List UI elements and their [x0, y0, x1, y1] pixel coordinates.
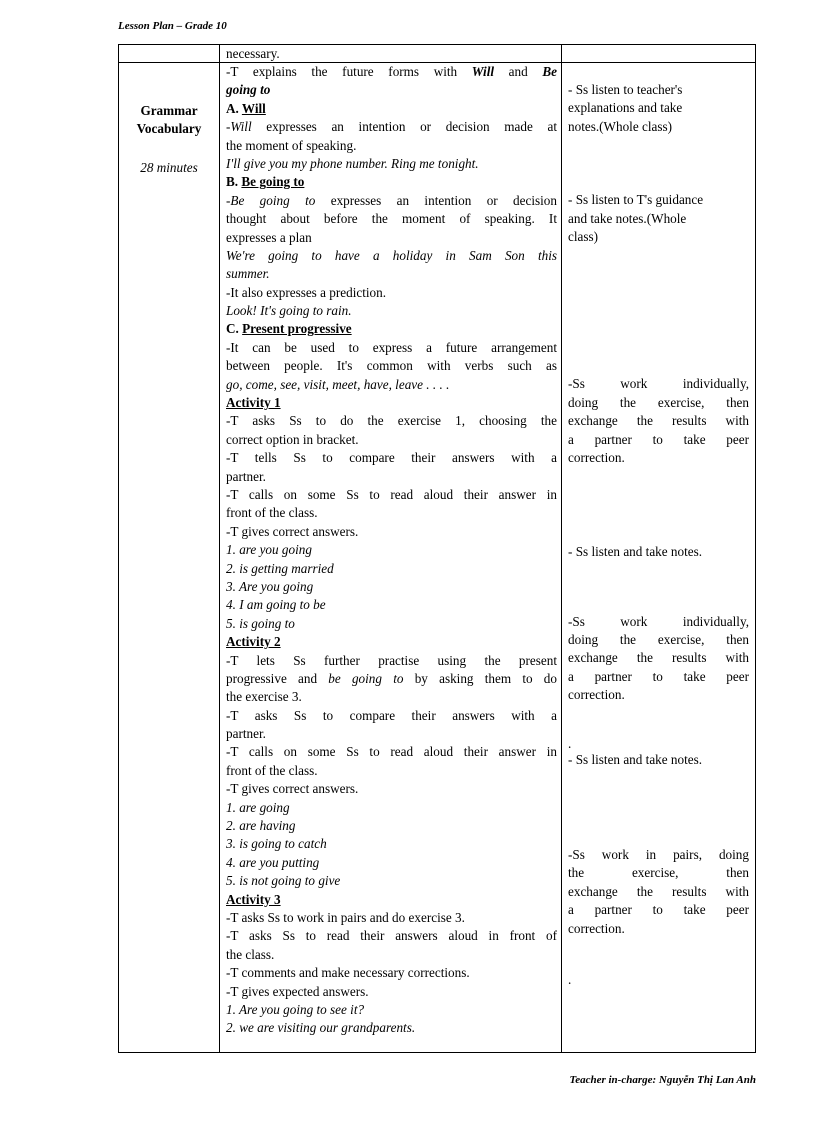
student-line: .: [568, 971, 572, 987]
teacher-line: -T asks Ss to do the exercise 1, choosing the: [226, 413, 557, 429]
teacher-line: -Will expresses an intention or decision made at: [226, 119, 557, 135]
student-line: and take notes.(Whole: [568, 210, 687, 226]
student-line: notes.(Whole class): [568, 118, 672, 134]
teacher-line: partner.: [226, 726, 266, 742]
student-line: a partner to take peer: [568, 668, 749, 684]
section-heading-present-progressive: C. Present progressive: [226, 321, 352, 337]
student-line: exchange the results with: [568, 413, 749, 429]
answer-line: 1. are you going: [226, 542, 312, 558]
student-line: - Ss listen and take notes.: [568, 544, 703, 560]
teacher-line: -T calls on some Ss to read aloud their answer in: [226, 486, 557, 502]
section-heading-will: A. Will: [226, 100, 266, 116]
student-line: exchange the results with: [568, 650, 749, 666]
student-activities-cell: [562, 63, 756, 1053]
answer-line: 2. are having: [226, 818, 296, 834]
teacher-line: -T lets Ss further practise using the present: [226, 652, 557, 668]
answer-line: 1. Are you going to see it?: [226, 1001, 365, 1017]
teacher-line: -T gives expected answers.: [226, 983, 369, 999]
teacher-line: partner.: [226, 468, 266, 484]
teacher-line: -T gives correct answers.: [226, 781, 359, 797]
answer-line: 3. Are you going: [226, 578, 314, 594]
answer-line: 5. is not going to give: [226, 873, 341, 889]
student-line: - Ss listen to T's guidance: [568, 192, 704, 208]
stage-name-vocabulary: Vocabulary: [136, 121, 202, 137]
document-footer: Teacher in-charge: Nguyễn Thị Lan Anh: [569, 1074, 756, 1086]
example-line: I'll give you my phone number. Ring me tonight.: [226, 155, 479, 171]
answer-line: 1. are going: [226, 799, 290, 815]
teacher-line: -It can be used to express a future arrangement: [226, 339, 557, 355]
student-cell-previous: [562, 45, 756, 63]
student-line: class): [568, 228, 599, 244]
teacher-line: between people. It's common with verbs such as: [226, 358, 557, 374]
teacher-line: the moment of speaking.: [226, 137, 357, 153]
answer-line: 4. I am going to be: [226, 597, 326, 613]
student-line: a partner to take peer: [568, 431, 749, 447]
activity-2-heading: Activity 2: [226, 634, 281, 650]
section-heading-be-going-to: B. Be going to: [226, 174, 305, 190]
answer-line: 2. is getting married: [226, 560, 334, 576]
student-line: - Ss listen to teacher's: [568, 82, 683, 97]
activity-3-heading: Activity 3: [226, 891, 281, 907]
student-line: - Ss listen and take notes.: [568, 751, 703, 767]
example-line: We're going to have a holiday in Sam Son this: [226, 247, 557, 263]
teacher-line: progressive and be going to by asking them to do: [226, 670, 557, 686]
example-line: summer.: [226, 266, 270, 282]
student-line: -Ss work individually,: [568, 613, 749, 629]
answer-line: 4. are you putting: [226, 854, 320, 870]
teacher-line: the class.: [226, 946, 275, 962]
teacher-line: -T tells Ss to compare their answers with a: [226, 450, 557, 466]
student-line: .: [568, 736, 572, 751]
teacher-line: -Be going to expresses an intention or decision: [226, 192, 557, 208]
stage-cell: [119, 63, 220, 1053]
table-row-grammar: [119, 63, 756, 1053]
teacher-line: -T asks Ss to read their answers aloud in front of: [226, 928, 557, 944]
student-line: correction.: [568, 449, 625, 465]
teacher-line: necessary.: [226, 46, 280, 61]
teacher-line: correct option in bracket.: [226, 431, 359, 447]
student-line: -Ss work individually,: [568, 376, 749, 392]
teacher-line: front of the class.: [226, 505, 318, 521]
table-row-previous: [119, 45, 756, 63]
example-line: Look! It's going to rain.: [226, 303, 352, 319]
student-line: the exercise, then: [568, 865, 749, 881]
teacher-line: going to: [226, 82, 271, 98]
teacher-cell-previous: [220, 45, 562, 63]
teacher-activities-cell: [220, 63, 562, 1053]
answer-line: 2. we are visiting our grandparents.: [226, 1020, 416, 1036]
stage-name-grammar: Grammar: [140, 103, 198, 118]
student-line: doing the exercise, then: [568, 394, 749, 410]
student-line: -Ss work in pairs, doing: [568, 847, 749, 863]
teacher-line: the exercise 3.: [226, 689, 302, 705]
stage-time: 28 minutes: [140, 159, 198, 175]
teacher-line: -T explains the future forms with Will and Be: [226, 64, 558, 79]
activity-1-heading: Activity 1: [226, 395, 281, 411]
stage-cell-previous: [119, 45, 220, 63]
student-line: exchange the results with: [568, 883, 749, 899]
document-header: Lesson Plan – Grade 10: [118, 20, 227, 32]
student-line: correction.: [568, 920, 625, 936]
answer-line: 5. is going to: [226, 615, 295, 631]
student-line: correction.: [568, 687, 625, 703]
student-line: a partner to take peer: [568, 902, 749, 918]
teacher-line: -T asks Ss to compare their answers with a: [226, 707, 557, 723]
teacher-line: -T asks Ss to work in pairs and do exercise 3.: [226, 909, 465, 925]
answer-line: 3. is going to catch: [226, 836, 327, 852]
teacher-line: -T comments and make necessary corrections.: [226, 965, 470, 981]
student-line: doing the exercise, then: [568, 632, 749, 648]
teacher-line: -It also expresses a prediction.: [226, 284, 387, 300]
teacher-line: thought about before the moment of speaking. It: [226, 211, 557, 227]
teacher-line: front of the class.: [226, 762, 318, 778]
student-line: explanations and take: [568, 100, 683, 116]
teacher-line: go, come, see, visit, meet, have, leave . . . .: [226, 376, 450, 392]
teacher-line: expresses a plan: [226, 229, 312, 245]
teacher-line: -T gives correct answers.: [226, 523, 359, 539]
lesson-table: [118, 44, 756, 1053]
teacher-line: -T calls on some Ss to read aloud their answer in: [226, 744, 557, 760]
